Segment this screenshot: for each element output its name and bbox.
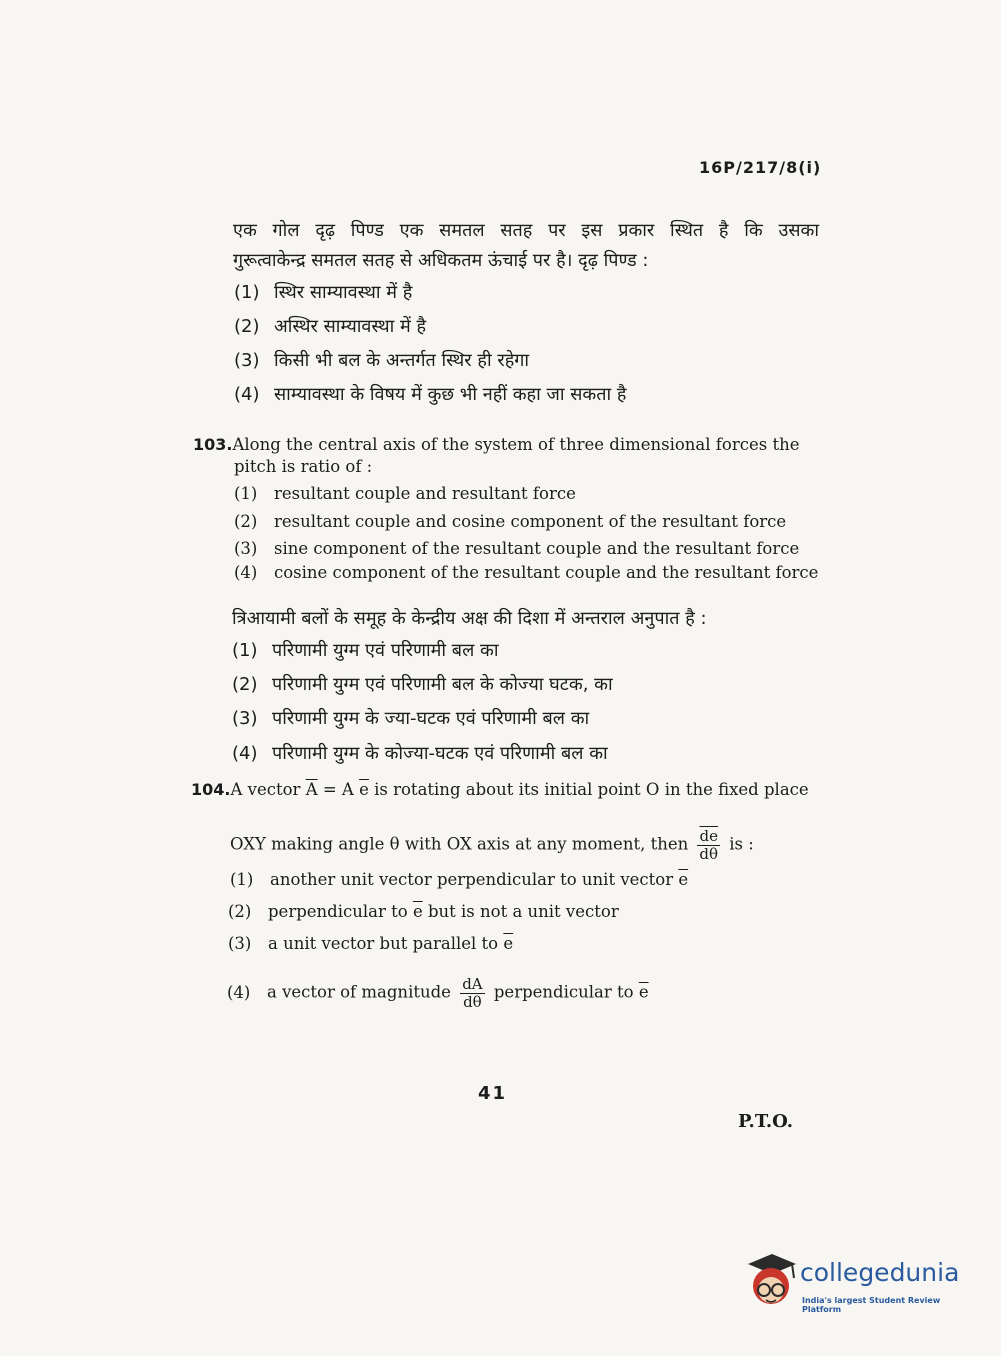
mascot-icon [742, 1252, 800, 1316]
q102-option-2: (2) अस्थिर साम्यावस्था में है [234, 316, 427, 337]
q104-option-4: (4) a vector of magnitude $\frac{dA}{d\theta}$ perpendicular to $\overline{e}$ [227, 975, 649, 1011]
q103-hindi-option-2: (2) परिणामी युग्म एवं परिणामी बल के कोज्या घटक, का [232, 674, 613, 695]
q103-line1: 103.Along the central axis of the system of three dimensional forces the [193, 435, 800, 454]
da-dtheta-fraction: $\frac{dA}{d\theta}$ [462, 975, 483, 1011]
brand-name: collegedunia [800, 1258, 960, 1287]
q103-hindi-option-1: (1) परिणामी युग्म एवं परिणामी बल का [232, 640, 499, 661]
de-dtheta-fraction: $\frac{\overline{de}}{d\theta}$ [699, 827, 719, 863]
q104-number: 104. [191, 780, 231, 799]
q104-option-1: (1) another unit vector perpendicular to unit vector $\overline{e}$ [230, 870, 689, 889]
q103-option-2: (2) resultant couple and cosine component of the resultant force [234, 512, 787, 531]
q103-option-4: (4) cosine component of the resultant couple and the resultant force [234, 563, 819, 582]
q103-line2: pitch is ratio of : [234, 457, 373, 476]
q103-number: 103. [193, 435, 233, 454]
q103-option-3: (3) sine component of the resultant couple and the resultant force [234, 539, 800, 558]
q102-hindi-line1: एक गोल दृढ़ पिण्ड एक समतल सतह पर इस प्रकार स्थित है कि उसका [233, 220, 819, 241]
vector-a-symbol: $\overline{A}$ [305, 780, 318, 799]
paper-code: 16P/217/8(i) [699, 158, 822, 177]
brand-tagline: India's largest Student Review Platform [802, 1296, 941, 1314]
q104-option-2: (2) perpendicular to $\overline{e}$ but is not a unit vector [228, 902, 619, 921]
pto-label: P.T.O. [738, 1111, 794, 1132]
q104-line2: OXY making angle θ with OX axis at any moment, then $\frac{\overline{de}}{d\theta}$ is : [230, 827, 754, 863]
q104-line1: 104.A vector $\overline{A} = A$ $\overline{e}$ is rotating about its initial point O in the fixed place [191, 780, 809, 799]
q103-option-1: (1) resultant couple and resultant force [234, 484, 576, 503]
q102-option-1: (1) स्थिर साम्यावस्था में है [234, 282, 413, 303]
q103-hindi-option-3: (3) परिणामी युग्म के ज्या-घटक एवं परिणामी बल का [232, 708, 590, 729]
q103-hindi-question: त्रिआयामी बलों के समूह के केन्द्रीय अक्ष की दिशा में अन्तराल अनुपात है : [232, 608, 707, 629]
page-number: 41 [478, 1083, 508, 1104]
unit-vector-e-symbol: $\overline{e}$ [359, 780, 369, 799]
theta-symbol: θ [389, 834, 400, 854]
q102-option-3: (3) किसी भी बल के अन्तर्गत स्थिर ही रहेगा [234, 350, 530, 371]
q102-option-4: (4) साम्यावस्था के विषय में कुछ भी नहीं कहा जा सकता है [234, 384, 627, 405]
collegedunia-watermark [742, 1252, 972, 1316]
q102-hindi-line2: गुरूत्वाकेन्द्र समतल सतह से अधिकतम ऊंचाई पर है। दृढ़ पिण्ड : [233, 250, 649, 271]
q104-option-3: (3) a unit vector but parallel to $\overline{e}$ [228, 934, 514, 953]
q103-hindi-option-4: (4) परिणामी युग्म के कोज्या-घटक एवं परिणामी बल का [232, 743, 608, 764]
